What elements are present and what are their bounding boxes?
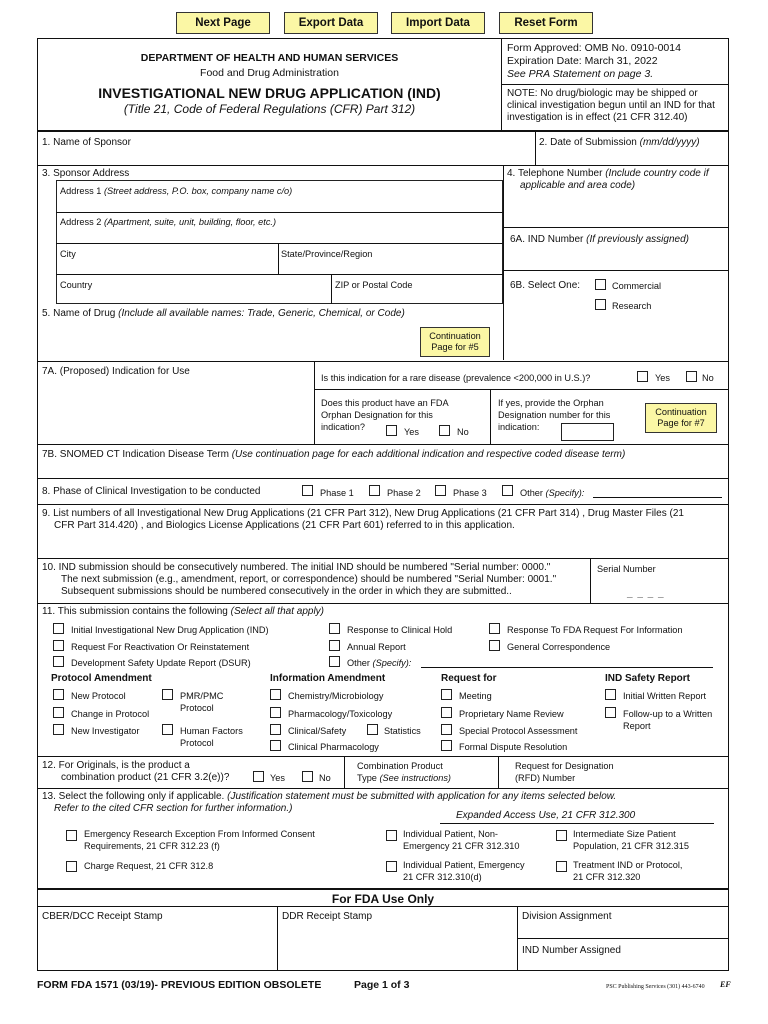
followup-report-label: Report <box>623 721 651 731</box>
drug-name-label[interactable]: 5. Name of Drug (Include all available names: Trade, Generic, Chemical, or Code) <box>42 308 405 319</box>
followup-report-checkbox[interactable] <box>605 707 616 718</box>
pmr-pmc-checkbox[interactable] <box>162 689 173 700</box>
annual-report-label: Annual Report <box>347 642 406 652</box>
new-investigator-label: New Investigator <box>71 726 140 736</box>
pharmacology-checkbox[interactable] <box>270 707 281 718</box>
annual-report-checkbox[interactable] <box>329 640 340 651</box>
combination-no-checkbox[interactable] <box>302 771 313 782</box>
orphan-number-label: If yes, provide the Orphan <box>498 398 604 408</box>
serial-number-label: Serial Number <box>597 564 656 574</box>
continuation-7-button[interactable]: Continuation Page for #7 <box>645 403 717 433</box>
orphan-yes-checkbox[interactable] <box>386 425 397 436</box>
snomed-label[interactable]: 7B. SNOMED CT Indication Disease Term (Use continuation page for each additional indication and respective coded disease term) <box>42 449 626 460</box>
telephone-hint: applicable and area code) <box>520 180 636 191</box>
treatment-ind-checkbox[interactable] <box>556 861 567 872</box>
phase3-label: Phase 3 <box>453 488 487 498</box>
individual-emergency-label: Individual Patient, Emergency <box>403 860 525 870</box>
protocol-amendment-heading: Protocol Amendment <box>51 673 152 684</box>
individual-emergency-checkbox[interactable] <box>386 861 397 872</box>
orphan-question: indication? <box>321 422 365 432</box>
clinical-pharmacology-checkbox[interactable] <box>270 740 281 751</box>
phase2-checkbox[interactable] <box>369 485 380 496</box>
address2-field[interactable]: Address 2 (Apartment, suite, unit, building, floor, etc.) <box>60 217 277 227</box>
chemistry-checkbox[interactable] <box>270 689 281 700</box>
telephone-label[interactable]: 4. Telephone Number (Include country code if <box>507 168 709 179</box>
commercial-checkbox[interactable] <box>595 279 606 290</box>
ddr-receipt-stamp: DDR Receipt Stamp <box>282 911 373 922</box>
emergency-research-label: Requirements, 21 CFR 312.23 (f) <box>84 841 220 851</box>
sponsor-address-label: 3. Sponsor Address <box>42 168 130 179</box>
intermediate-size-label: Population, 21 CFR 312.315 <box>573 841 689 851</box>
orphan-number-label: indication: <box>498 422 540 432</box>
proprietary-name-checkbox[interactable] <box>441 707 452 718</box>
phase-label: 8. Phase of Clinical Investigation to be conducted <box>42 486 261 497</box>
city-field[interactable]: City <box>60 249 76 259</box>
rfd-number-label: (RFD) Number <box>515 773 576 783</box>
submission-contents-label: 11. This submission contains the following (Select all that apply) <box>42 606 325 617</box>
rare-no-label: No <box>702 373 714 383</box>
proprietary-name-label: Proprietary Name Review <box>459 709 564 719</box>
new-protocol-checkbox[interactable] <box>53 689 64 700</box>
individual-nonemergency-label: Individual Patient, Non- <box>403 829 498 839</box>
fda-use-heading: For FDA Use Only <box>331 892 435 906</box>
dsur-label: Development Safety Update Report (DSUR) <box>71 658 251 668</box>
new-protocol-label: New Protocol <box>71 691 126 701</box>
request-info-checkbox[interactable] <box>489 623 500 634</box>
meeting-checkbox[interactable] <box>441 689 452 700</box>
initial-ind-label: Initial Investigational New Drug Application (IND) <box>71 625 269 635</box>
initial-written-report-label: Initial Written Report <box>623 691 707 701</box>
followup-report-label: Follow-up to a Written <box>623 709 713 719</box>
rare-no-checkbox[interactable] <box>686 371 697 382</box>
individual-nonemergency-checkbox[interactable] <box>386 830 397 841</box>
publisher-credit: PSC Publishing Services (301) 443-6740 <box>606 984 705 990</box>
initial-ind-checkbox[interactable] <box>53 623 64 634</box>
pmr-pmc-label: Protocol <box>180 703 214 713</box>
ef-mark: EF <box>720 980 731 989</box>
expiration-date: Expiration Date: March 31, 2022 <box>507 55 658 67</box>
orphan-no-checkbox[interactable] <box>439 425 450 436</box>
clinical-hold-checkbox[interactable] <box>329 623 340 634</box>
chemistry-label: Chemistry/Microbiology <box>288 691 384 701</box>
phase-other-checkbox[interactable] <box>502 485 513 496</box>
reactivation-checkbox[interactable] <box>53 640 64 651</box>
serial-instructions: 10. IND submission should be consecutively numbered. The initial IND should be numbered "Serial number: 0000." <box>42 562 551 573</box>
page-number: Page 1 of 3 <box>354 979 410 991</box>
initial-written-report-checkbox[interactable] <box>605 689 616 700</box>
indication-label[interactable]: 7A. (Proposed) Indication for Use <box>42 366 190 377</box>
statistics-checkbox[interactable] <box>367 724 378 735</box>
statistics-label: Statistics <box>384 726 421 736</box>
cber-receipt-stamp: CBER/DCC Receipt Stamp <box>42 911 163 922</box>
clinical-safety-checkbox[interactable] <box>270 724 281 735</box>
form-title: INVESTIGATIONAL NEW DRUG APPLICATION (IND) <box>98 85 441 101</box>
meeting-label: Meeting <box>459 691 492 701</box>
change-protocol-checkbox[interactable] <box>53 707 64 718</box>
expanded-access-heading: Expanded Access Use, 21 CFR 312.300 <box>456 810 636 821</box>
phase-other-input[interactable] <box>593 497 722 498</box>
department-heading: DEPARTMENT OF HEALTH AND HUMAN SERVICES <box>140 52 399 64</box>
request-info-label: Response To FDA Request For Information <box>507 625 683 635</box>
emergency-research-label: Emergency Research Exception From Informed Consent <box>84 829 315 839</box>
phase1-label: Phase 1 <box>320 488 354 498</box>
form-subtitle: (Title 21, Code of Federal Regulations (CFR) Part 312) <box>123 102 416 116</box>
intermediate-size-checkbox[interactable] <box>556 830 567 841</box>
other-submission-checkbox[interactable] <box>329 656 340 667</box>
human-factors-label: Human Factors <box>180 726 243 736</box>
research-checkbox[interactable] <box>595 299 606 310</box>
import-data-button[interactable]: Import Data <box>391 12 485 34</box>
related-applications-label: CFR Part 314.420) , and Biologics License Applications (21 CFR Part 601) referred to in this application. <box>54 520 515 531</box>
orphan-number-label: Designation number for this <box>498 410 611 420</box>
clinical-pharmacology-label: Clinical Pharmacology <box>288 742 379 752</box>
orphan-no-label: No <box>457 427 469 437</box>
sponsor-name-label: 1. Name of Sponsor <box>42 137 131 148</box>
submission-date-label: 2. Date of Submission (mm/dd/yyyy) <box>539 137 700 148</box>
related-applications-label[interactable]: 9. List numbers of all Investigational New Drug Applications (21 CFR Part 312), New Drug Applications (21 CFR Part 314) , Drug Master Files (21 <box>42 508 684 519</box>
rare-yes-label: Yes <box>655 373 670 383</box>
emergency-research-checkbox[interactable] <box>66 830 77 841</box>
division-assignment: Division Assignment <box>522 911 612 922</box>
other-submission-input[interactable] <box>421 667 713 668</box>
general-correspondence-checkbox[interactable] <box>489 640 500 651</box>
reactivation-label: Request For Reactivation Or Reinstatement <box>71 642 250 652</box>
reset-form-button[interactable]: Reset Form <box>499 12 593 34</box>
form-identifier: FORM FDA 1571 (03/19)- PREVIOUS EDITION OBSOLETE <box>37 979 322 991</box>
intermediate-size-label: Intermediate Size Patient <box>573 829 676 839</box>
combination-yes-checkbox[interactable] <box>253 771 264 782</box>
individual-nonemergency-label: Emergency 21 CFR 312.310 <box>403 841 520 851</box>
serial-number-input[interactable]: _ _ _ _ <box>627 588 665 599</box>
select-one-label: 6B. Select One: <box>510 280 581 291</box>
pmr-pmc-label: PMR/PMC <box>180 691 224 701</box>
clinical-hold-label: Response to Clinical Hold <box>347 625 453 635</box>
special-items-label: 13. Select the following only if applicable. (Justification statement must be submitted with application for any items selected below. <box>42 791 617 802</box>
serial-instructions: The next submission (e.g., amendment, report, or correspondence) should be numbered "Serial Number: 0001." <box>61 574 557 585</box>
orphan-question: Orphan Designation for this <box>321 410 433 420</box>
note-line: clinical investigation begun until an IND for that <box>507 100 715 111</box>
combination-type-label[interactable]: Combination Product <box>357 761 443 771</box>
rare-yes-checkbox[interactable] <box>637 371 648 382</box>
zip-field[interactable]: ZIP or Postal Code <box>335 280 413 290</box>
state-field[interactable]: State/Province/Region <box>281 249 373 259</box>
address-box <box>56 180 503 304</box>
change-protocol-label: Change in Protocol <box>71 709 150 719</box>
agency-name: Food and Drug Administration <box>200 67 339 79</box>
human-factors-checkbox[interactable] <box>162 724 173 735</box>
orphan-question: Does this product have an FDA <box>321 398 449 408</box>
combination-question: 12. For Originals, is the product a <box>42 760 190 771</box>
note-line: investigation is in effect (21 CFR 312.40) <box>507 112 688 123</box>
orphan-number-input[interactable] <box>561 423 614 441</box>
combination-type-label: Type (See instructions) <box>357 773 451 783</box>
spa-label: Special Protocol Assessment <box>459 726 578 736</box>
spa-checkbox[interactable] <box>441 724 452 735</box>
commercial-label: Commercial <box>612 281 662 291</box>
next-page-button[interactable]: Next Page <box>176 12 270 34</box>
dispute-resolution-label: Formal Dispute Resolution <box>459 742 568 752</box>
special-items-hint: Refer to the cited CFR section for further information.) <box>54 803 293 814</box>
combination-question: combination product (21 CFR 3.2(e))? <box>61 772 230 783</box>
address1-field[interactable]: Address 1 (Street address, P.O. box, company name c/o) <box>60 186 293 196</box>
phase3-checkbox[interactable] <box>435 485 446 496</box>
export-data-button[interactable]: Export Data <box>284 12 378 34</box>
clinical-safety-label: Clinical/Safety <box>288 726 347 736</box>
rfd-number-label[interactable]: Request for Designation <box>515 761 614 771</box>
phase1-checkbox[interactable] <box>302 485 313 496</box>
orphan-yes-label: Yes <box>404 427 419 437</box>
request-for-heading: Request for <box>441 673 497 684</box>
serial-instructions: Subsequent submissions should be numbered consecutively in the order in which they are submitted.. <box>61 586 512 597</box>
human-factors-label: Protocol <box>180 738 214 748</box>
new-investigator-checkbox[interactable] <box>53 724 64 735</box>
continuation-5-button[interactable]: Continuation Page for #5 <box>420 327 490 357</box>
research-label: Research <box>612 301 652 311</box>
omb-number: Form Approved: OMB No. 0910-0014 <box>507 42 681 54</box>
charge-request-label: Charge Request, 21 CFR 312.8 <box>84 861 214 871</box>
combination-no-label: No <box>319 773 331 783</box>
pra-statement: See PRA Statement on page 3. <box>507 68 654 80</box>
other-submission-label: Other (Specify): <box>347 658 412 668</box>
ind-number-label[interactable]: 6A. IND Number (If previously assigned) <box>510 234 689 245</box>
phase-other-label: Other (Specify): <box>520 488 585 498</box>
pharmacology-label: Pharmacology/Toxicology <box>288 709 393 719</box>
dsur-checkbox[interactable] <box>53 656 64 667</box>
ind-number-assigned: IND Number Assigned <box>522 945 621 956</box>
treatment-ind-label: 21 CFR 312.320 <box>573 872 641 882</box>
phase2-label: Phase 2 <box>387 488 421 498</box>
general-correspondence-label: General Correspondence <box>507 642 611 652</box>
country-field[interactable]: Country <box>60 280 93 290</box>
ind-safety-report-heading: IND Safety Report <box>605 673 691 684</box>
note-line: NOTE: No drug/biologic may be shipped or <box>507 88 698 99</box>
information-amendment-heading: Information Amendment <box>270 673 386 684</box>
individual-emergency-label: 21 CFR 312.310(d) <box>403 872 482 882</box>
rare-disease-question: Is this indication for a rare disease (prevalence <200,000 in U.S.)? <box>321 373 591 383</box>
charge-request-checkbox[interactable] <box>66 861 77 872</box>
combination-yes-label: Yes <box>270 773 285 783</box>
treatment-ind-label: Treatment IND or Protocol, <box>573 860 683 870</box>
dispute-resolution-checkbox[interactable] <box>441 740 452 751</box>
